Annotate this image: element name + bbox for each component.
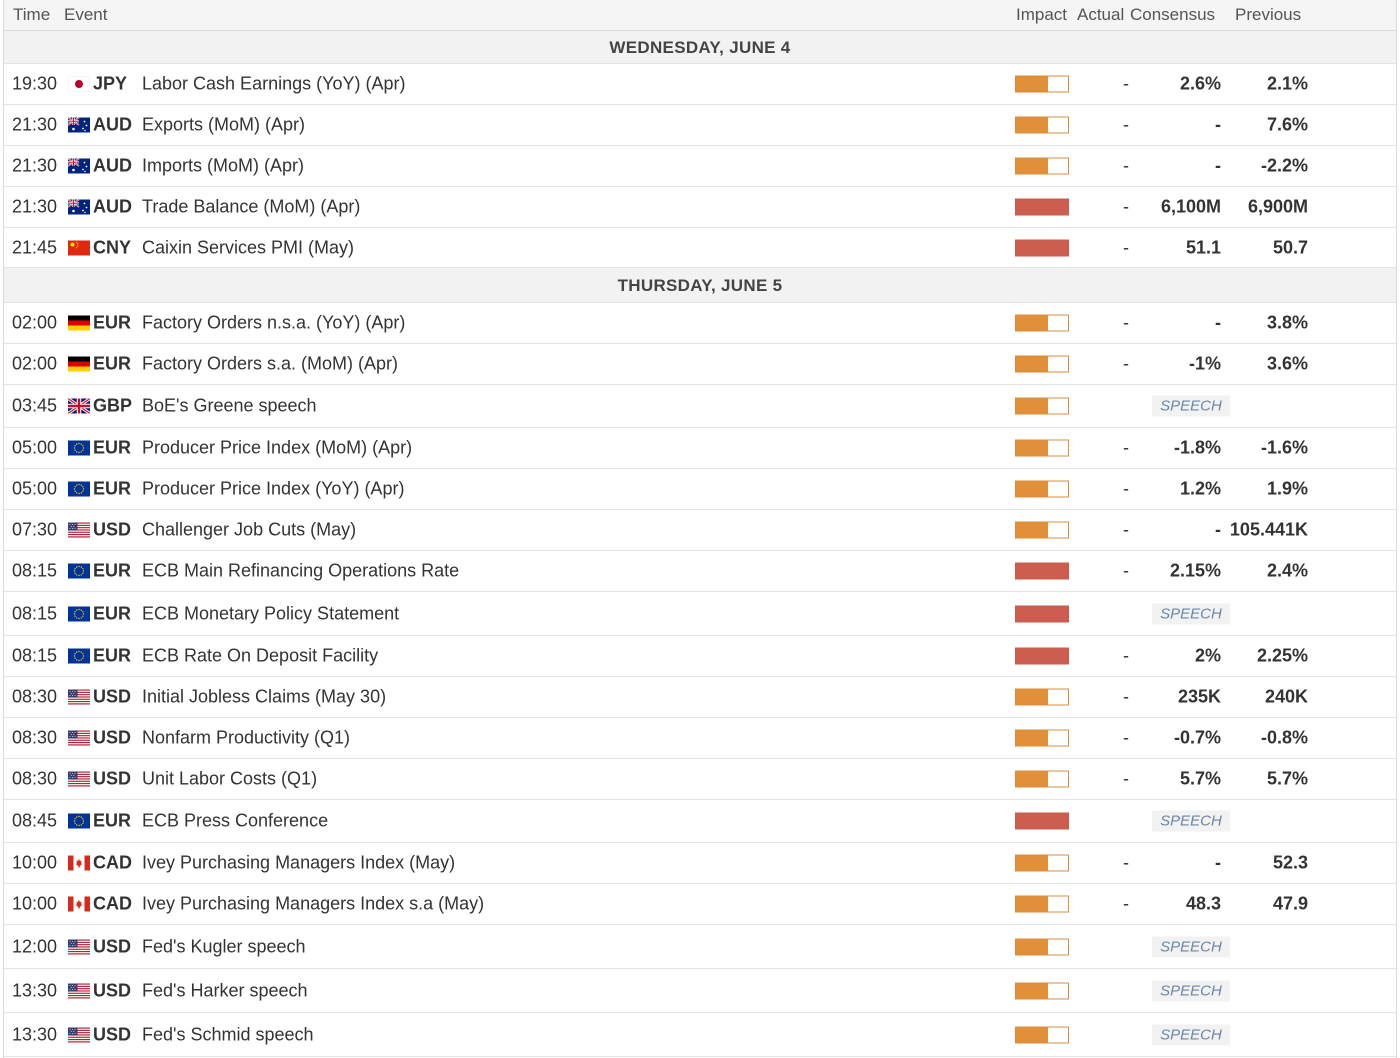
event-name[interactable]: Unit Labor Costs (Q1) (142, 768, 318, 789)
event-name[interactable]: ECB Rate On Deposit Facility (142, 645, 379, 666)
table-row[interactable] (4, 105, 1396, 146)
consensus-value: 5.7% (1179, 768, 1221, 789)
flag-au-icon (68, 159, 90, 174)
impact-medium-indicator (1015, 689, 1069, 706)
actual-value: - (1123, 196, 1129, 217)
impact-medium-indicator (1015, 398, 1069, 415)
currency-code: AUD (93, 155, 132, 176)
currency-code: EUR (93, 437, 132, 458)
flag-eu-icon (68, 564, 90, 579)
event-name[interactable]: Challenger Job Cuts (May) (142, 519, 357, 540)
impact-fill (1016, 200, 1068, 215)
impact-fill (1016, 159, 1048, 174)
consensus-value: 2.15% (1169, 560, 1221, 581)
impact-medium-indicator (1015, 76, 1069, 93)
impact-fill (1016, 523, 1048, 538)
event-time: 21:30 (12, 196, 58, 217)
impact-fill (1016, 939, 1048, 954)
consensus-value: - (1215, 852, 1221, 873)
actual-value: - (1123, 437, 1129, 458)
speech-badge: SPEECH (1152, 396, 1230, 417)
impact-high-indicator (1015, 199, 1069, 216)
impact-medium-indicator (1015, 315, 1069, 332)
flag-ca-icon (68, 897, 90, 912)
table-row[interactable] (4, 1013, 1396, 1057)
event-time: 21:30 (12, 155, 58, 176)
consensus-value: -1% (1188, 353, 1221, 374)
header-time[interactable]: Time (13, 5, 51, 24)
table-row[interactable] (4, 385, 1396, 428)
previous-value: 47.9 (1272, 893, 1308, 914)
previous-value: 2.25% (1256, 645, 1308, 666)
table-row[interactable] (4, 64, 1396, 105)
speech-badge: SPEECH (1152, 603, 1230, 624)
impact-fill (1016, 690, 1048, 705)
speech-badge: SPEECH (1152, 1024, 1230, 1045)
day-label: THURSDAY, JUNE 5 (617, 276, 783, 295)
event-time: 10:00 (12, 893, 58, 914)
actual-value: - (1123, 645, 1129, 666)
impact-fill (1016, 649, 1068, 664)
previous-value: -2.2% (1260, 155, 1308, 176)
currency-code: CAD (93, 852, 132, 873)
actual-value: - (1123, 237, 1129, 257)
event-name[interactable]: Nonfarm Productivity (Q1) (142, 727, 351, 748)
table-row[interactable] (4, 469, 1396, 510)
impact-high-indicator (1015, 813, 1069, 830)
currency-code: EUR (93, 478, 132, 499)
event-time: 13:30 (12, 1024, 58, 1044)
impact-medium-indicator (1015, 117, 1069, 134)
impact-fill (1016, 814, 1068, 829)
actual-value: - (1123, 73, 1129, 94)
impact-fill (1016, 772, 1048, 787)
currency-code: EUR (93, 353, 132, 374)
flag-ca-icon (68, 856, 90, 871)
impact-fill (1016, 77, 1048, 92)
actual-value: - (1123, 478, 1129, 499)
currency-code: EUR (93, 603, 132, 623)
previous-value: 5.7% (1266, 768, 1308, 789)
currency-code: EUR (93, 810, 132, 831)
flag-eu-icon (68, 814, 90, 829)
table-row[interactable] (4, 303, 1396, 344)
header-event[interactable]: Event (64, 5, 108, 24)
table-row[interactable] (4, 428, 1396, 469)
impact-fill (1016, 240, 1068, 255)
currency-code: JPY (93, 73, 128, 94)
event-name[interactable]: ECB Press Conference (142, 810, 329, 831)
previous-value: 240K (1264, 686, 1308, 707)
table-row[interactable] (4, 677, 1396, 718)
header-impact[interactable]: Impact (1016, 5, 1068, 24)
currency-code: CNY (93, 237, 132, 257)
actual-value: - (1123, 893, 1129, 914)
consensus-value: 51.1 (1185, 237, 1221, 257)
event-name[interactable]: Exports (MoM) (Apr) (142, 114, 306, 135)
table-row[interactable] (4, 551, 1396, 592)
speech-badge: SPEECH (1152, 936, 1230, 957)
speech-badge: SPEECH (1152, 980, 1230, 1001)
event-name[interactable]: Labor Cash Earnings (YoY) (Apr) (142, 73, 406, 94)
impact-fill (1016, 316, 1048, 331)
consensus-value: - (1215, 114, 1221, 135)
impact-medium-indicator (1015, 855, 1069, 872)
impact-fill (1016, 399, 1048, 414)
event-name[interactable]: Fed's Schmid speech (142, 1024, 314, 1044)
event-time: 08:15 (12, 645, 58, 666)
header-consensus[interactable]: Consensus (1130, 5, 1216, 24)
event-name[interactable]: Fed's Harker speech (142, 980, 308, 1000)
impact-medium-indicator (1015, 522, 1069, 539)
table-row[interactable] (4, 636, 1396, 677)
actual-value: - (1123, 155, 1129, 176)
event-name[interactable]: Initial Jobless Claims (May 30) (142, 686, 387, 707)
currency-code: AUD (93, 196, 132, 217)
event-name[interactable]: Imports (MoM) (Apr) (142, 155, 304, 176)
impact-fill (1016, 983, 1048, 998)
previous-value: 2.1% (1266, 73, 1308, 94)
impact-fill (1016, 482, 1048, 497)
header-previous[interactable]: Previous (1235, 5, 1302, 24)
currency-code: USD (93, 1024, 132, 1044)
actual-value: - (1123, 312, 1129, 333)
impact-high-indicator (1015, 648, 1069, 665)
flag-jp-icon (68, 77, 90, 92)
event-time: 02:00 (12, 353, 58, 374)
previous-value: 6,900M (1247, 196, 1308, 217)
event-name[interactable]: Trade Balance (MoM) (Apr) (142, 196, 361, 217)
flag-de-icon (68, 357, 90, 372)
table-row[interactable] (4, 800, 1396, 843)
currency-code: AUD (93, 114, 132, 135)
event-time: 08:30 (12, 727, 58, 748)
flag-eu-icon (68, 441, 90, 456)
table-row[interactable] (4, 146, 1396, 187)
event-time: 21:30 (12, 114, 58, 135)
table-row[interactable] (4, 925, 1396, 969)
event-time: 08:15 (12, 560, 58, 581)
event-time: 03:45 (12, 395, 58, 416)
actual-value: - (1123, 353, 1129, 374)
table-header (4, 0, 1396, 31)
flag-us-icon (68, 523, 90, 538)
currency-code: USD (93, 686, 132, 707)
event-name[interactable]: ECB Main Refinancing Operations Rate (142, 560, 460, 581)
day-header (4, 268, 1396, 303)
event-name[interactable]: Caixin Services PMI (May) (142, 237, 355, 257)
table-row[interactable] (4, 592, 1396, 636)
currency-code: USD (93, 727, 132, 748)
impact-fill (1016, 856, 1048, 871)
event-name[interactable]: Ivey Purchasing Managers Index s.a (May) (142, 893, 485, 914)
consensus-value: 2% (1194, 645, 1221, 666)
event-name[interactable]: BoE's Greene speech (142, 395, 317, 416)
actual-value: - (1123, 768, 1129, 789)
flag-us-icon (68, 939, 90, 954)
event-name[interactable]: Ivey Purchasing Managers Index (May) (142, 852, 456, 873)
consensus-value: 235K (1177, 686, 1221, 707)
day-label: WEDNESDAY, JUNE 4 (609, 38, 791, 57)
event-time: 02:00 (12, 312, 58, 333)
economic-calendar (3, 0, 1397, 1058)
event-time: 12:00 (12, 936, 58, 956)
impact-medium-indicator (1015, 356, 1069, 373)
table-row[interactable] (4, 718, 1396, 759)
previous-value: 52.3 (1272, 852, 1308, 873)
consensus-value: -0.7% (1173, 727, 1221, 748)
table-row[interactable] (4, 228, 1396, 268)
impact-fill (1016, 731, 1048, 746)
actual-value: - (1123, 852, 1129, 873)
event-time: 08:30 (12, 768, 58, 789)
previous-value: 3.8% (1266, 312, 1308, 333)
table-row[interactable] (4, 344, 1396, 385)
impact-fill (1016, 357, 1048, 372)
impact-medium-indicator (1015, 1026, 1069, 1043)
event-name[interactable]: Producer Price Index (YoY) (Apr) (142, 478, 405, 499)
currency-code: EUR (93, 312, 132, 333)
event-name[interactable]: Fed's Kugler speech (142, 936, 306, 956)
currency-code: GBP (93, 395, 133, 416)
impact-medium-indicator (1015, 896, 1069, 913)
event-name[interactable]: Producer Price Index (MoM) (Apr) (142, 437, 413, 458)
previous-value: 50.7 (1272, 237, 1308, 257)
consensus-value: - (1215, 312, 1221, 333)
table-row[interactable] (4, 510, 1396, 551)
impact-high-indicator (1015, 239, 1069, 256)
impact-high-indicator (1015, 563, 1069, 580)
event-name[interactable]: Factory Orders n.s.a. (YoY) (Apr) (142, 312, 406, 333)
actual-value: - (1123, 727, 1129, 748)
actual-value: - (1123, 560, 1129, 581)
impact-fill (1016, 564, 1068, 579)
currency-code: USD (93, 980, 132, 1000)
previous-value: 7.6% (1266, 114, 1308, 135)
event-time: 19:30 (12, 73, 58, 94)
impact-medium-indicator (1015, 938, 1069, 955)
speech-badge: SPEECH (1152, 811, 1230, 832)
event-time: 07:30 (12, 519, 58, 540)
event-time: 21:45 (12, 237, 58, 257)
actual-value: - (1123, 519, 1129, 540)
flag-us-icon (68, 690, 90, 705)
flag-eu-icon (68, 482, 90, 497)
day-header (4, 31, 1396, 64)
impact-fill (1016, 1027, 1048, 1042)
consensus-value: - (1215, 519, 1221, 540)
actual-value: - (1123, 686, 1129, 707)
currency-code: USD (93, 519, 132, 540)
impact-medium-indicator (1015, 771, 1069, 788)
consensus-value: 48.3 (1185, 893, 1221, 914)
table-row[interactable] (4, 187, 1396, 228)
consensus-value: 6,100M (1160, 196, 1221, 217)
impact-medium-indicator (1015, 730, 1069, 747)
event-time: 05:00 (12, 478, 58, 499)
event-time: 08:45 (12, 810, 58, 831)
impact-fill (1016, 441, 1048, 456)
impact-medium-indicator (1015, 158, 1069, 175)
event-time: 08:15 (12, 603, 58, 623)
flag-us-icon (68, 1027, 90, 1042)
previous-value: 2.4% (1266, 560, 1308, 581)
currency-code: EUR (93, 560, 132, 581)
consensus-value: - (1215, 155, 1221, 176)
event-time: 13:30 (12, 980, 58, 1000)
impact-medium-indicator (1015, 982, 1069, 999)
flag-de-icon (68, 316, 90, 331)
impact-medium-indicator (1015, 481, 1069, 498)
flag-eu-icon (68, 606, 90, 621)
previous-value: 105.441K (1229, 519, 1308, 540)
event-time: 10:00 (12, 852, 58, 873)
table-row[interactable] (4, 759, 1396, 800)
previous-value: 1.9% (1266, 478, 1308, 499)
consensus-value: 2.6% (1179, 73, 1221, 94)
currency-code: EUR (93, 645, 132, 666)
event-time: 08:30 (12, 686, 58, 707)
flag-us-icon (68, 983, 90, 998)
table-row[interactable] (4, 884, 1396, 925)
previous-value: 3.6% (1266, 353, 1308, 374)
actual-value: - (1123, 114, 1129, 135)
flag-gb-icon (68, 399, 90, 414)
impact-medium-indicator (1015, 440, 1069, 457)
currency-code: CAD (93, 893, 132, 914)
flag-eu-icon (68, 649, 90, 664)
table-row[interactable] (4, 843, 1396, 884)
previous-value: -0.8% (1260, 727, 1308, 748)
impact-fill (1016, 897, 1048, 912)
impact-fill (1016, 118, 1048, 133)
header-actual[interactable]: Actual (1077, 5, 1125, 24)
previous-value: -1.6% (1260, 437, 1308, 458)
consensus-value: 1.2% (1179, 478, 1221, 499)
consensus-value: -1.8% (1173, 437, 1221, 458)
event-name[interactable]: Factory Orders s.a. (MoM) (Apr) (142, 353, 399, 374)
flag-au-icon (68, 200, 90, 215)
impact-fill (1016, 606, 1068, 621)
currency-code: USD (93, 936, 132, 956)
impact-high-indicator (1015, 605, 1069, 622)
flag-au-icon (68, 118, 90, 133)
flag-cn-icon (68, 240, 90, 255)
currency-code: USD (93, 768, 132, 789)
table-row[interactable] (4, 969, 1396, 1013)
event-time: 05:00 (12, 437, 58, 458)
flag-us-icon (68, 772, 90, 787)
event-name[interactable]: ECB Monetary Policy Statement (142, 603, 400, 623)
flag-us-icon (68, 731, 90, 746)
